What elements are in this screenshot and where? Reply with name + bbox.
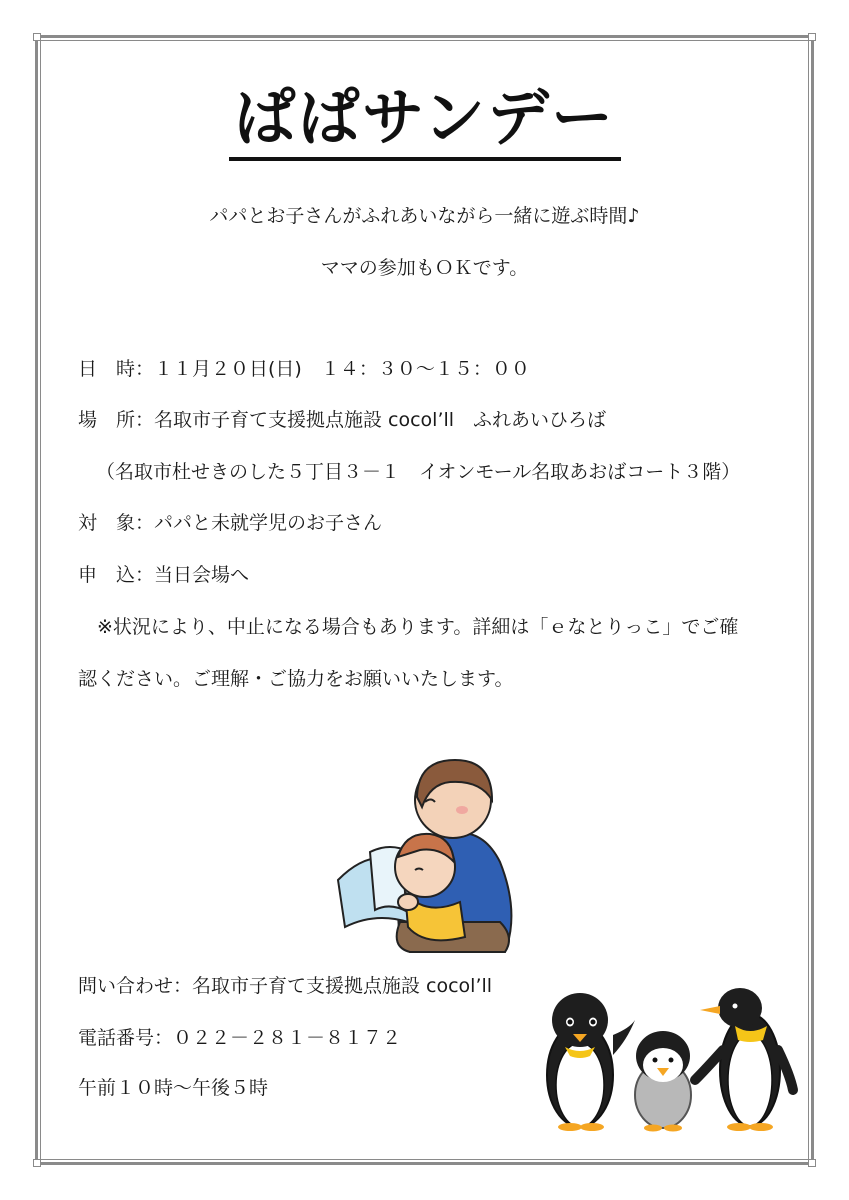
border-corner <box>33 33 41 41</box>
page-title: ぱぱサンデー <box>234 81 615 154</box>
intro-line-2: ママの参加もＯＫです。 <box>320 257 529 279</box>
border-corner <box>33 1159 41 1167</box>
title-underline <box>229 157 621 161</box>
border-corner <box>808 33 816 41</box>
intro-line-1: パパとお子さんがふれあいながら一緒に遊ぶ時間♪ <box>209 205 640 227</box>
event-target: 対 象：パパと未就学児のお子さん <box>78 512 383 534</box>
contact-phone: 電話番号：０２２－２８１－８１７２ <box>78 1027 402 1049</box>
notice-line-2: 認ください。ご理解・ご協力をお願いいたします。 <box>78 668 514 690</box>
event-address: （名取市杜せきのした５丁目３－１ イオンモール名取あおばコート３階） <box>96 461 741 483</box>
event-apply: 申 込：当日会場へ <box>78 564 250 586</box>
penguin-family-illustration <box>535 980 800 1132</box>
notice-line-1: ※状況により、中止になる場合もあります。詳細は「ｅなとりっこ」でご確 <box>97 616 739 638</box>
event-place: 場 所：名取市子育て支援拠点施設 cocol’ll ふれあいひろば <box>78 409 607 431</box>
contact-hours: 午前１０時～午後５時 <box>78 1077 269 1099</box>
event-datetime: 日 時：１１月２０日(日) １４：３０～１５：００ <box>78 358 530 380</box>
border-corner <box>808 1159 816 1167</box>
parent-child-reading-illustration <box>330 752 520 962</box>
contact-inquiry: 問い合わせ：名取市子育て支援拠点施設 cocol’ll <box>78 975 493 997</box>
